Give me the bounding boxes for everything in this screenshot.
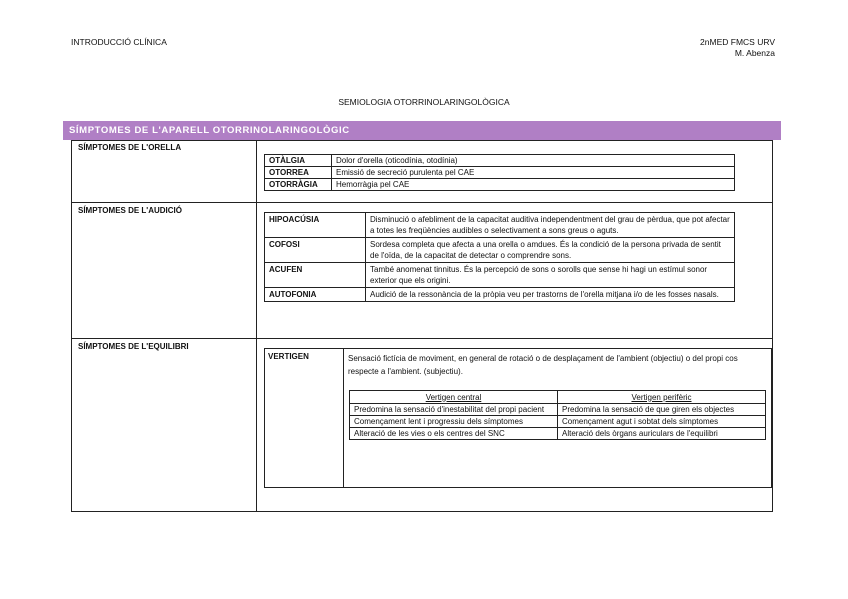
section-label-audicio: SÍMPTOMES DE L'AUDICIÓ <box>78 206 182 215</box>
table-row <box>265 167 735 179</box>
desc-cell: Sordesa completa que afecta a una orella o amdues. És la condició de la persona privada de sentit de l'oïda, de la capacitat de detectar o comprendre sons. <box>366 238 735 263</box>
term-cell: ACUFEN <box>265 263 366 288</box>
table-header-row <box>350 391 766 404</box>
document-title: SEMIOLOGIA OTORRINOLARINGOLÒGICA <box>338 97 510 107</box>
vertigen-term: VERTIGEN <box>268 352 309 361</box>
header-right <box>700 37 775 59</box>
vertigen-comparison-table <box>349 390 766 440</box>
orella-table <box>264 154 735 191</box>
table-row <box>265 179 735 191</box>
periferic-cell: Predomina la sensació de que giren els objectes <box>558 404 766 416</box>
term-cell: OTÀLGIA <box>265 155 332 167</box>
periferic-cell: Alteració dels òrgans auriculars de l'equilibri <box>558 428 766 440</box>
table-row <box>350 428 766 440</box>
audicio-table <box>264 212 735 302</box>
central-cell: Començament lent i progressiu dels símptomes <box>350 416 558 428</box>
table-row <box>265 263 735 288</box>
desc-cell: També anomenat tinnitus. És la percepció de sons o sorolls que sense hi hagi un estímul sonor exterior que els origini. <box>366 263 735 288</box>
term-cell: OTORRÀGIA <box>265 179 332 191</box>
table-row <box>265 288 735 302</box>
table-row <box>265 213 735 238</box>
central-cell: Predomina la sensació d'inestabilitat del propi pacient <box>350 404 558 416</box>
author-name: M. Abenza <box>734 48 775 58</box>
column-divider <box>256 140 257 512</box>
section-label-orella: SÍMPTOMES DE L'ORELLA <box>78 143 182 152</box>
term-cell: AUTOFONIA <box>265 288 366 302</box>
row-divider <box>71 338 773 339</box>
table-row <box>350 416 766 428</box>
row-divider <box>71 202 773 203</box>
term-cell: COFOSI <box>265 238 366 263</box>
periferic-cell: Començament agut i sobtat dels símptomes <box>558 416 766 428</box>
vertigen-description: Sensació fictícia de moviment, en general de rotació o de desplaçament de l'ambient (objectiu) o del propi cos respecte a l'ambient. (subjectiu). <box>348 354 738 376</box>
program-name: 2nMED FMCS URV <box>700 37 775 47</box>
header-central: Vertigen central <box>350 391 558 404</box>
central-cell: Alteració de les vies o els centres del SNC <box>350 428 558 440</box>
desc-cell: Dolor d'orella (oticodínia, otodínia) <box>332 155 735 167</box>
section-banner: SÍMPTOMES DE L'APARELL OTORRINOLARINGOLÒGIC <box>63 121 781 140</box>
desc-cell: Hemorràgia pel CAE <box>332 179 735 191</box>
section-label-equilibri: SÍMPTOMES DE L'EQUILIBRI <box>78 342 189 351</box>
term-cell: OTORREA <box>265 167 332 179</box>
term-cell: HIPOACÚSIA <box>265 213 366 238</box>
table-row <box>265 238 735 263</box>
course-name: INTRODUCCIÓ CLÍNICA <box>71 37 167 47</box>
desc-cell: Disminució o afebliment de la capacitat auditiva independentment del grau de pèrdua, que pot afectar a totes les freqüències audibles o selectivament a sons greus o aguts. <box>366 213 735 238</box>
table-row <box>265 155 735 167</box>
desc-cell: Emissió de secreció purulenta pel CAE <box>332 167 735 179</box>
desc-cell: Audició de la ressonància de la pròpia veu per trastorns de l'orella mitjana i/o de les fosses nasals. <box>366 288 735 302</box>
table-row <box>350 404 766 416</box>
vertigen-divider <box>343 348 344 488</box>
header-periferic: Vertigen perifèric <box>558 391 766 404</box>
